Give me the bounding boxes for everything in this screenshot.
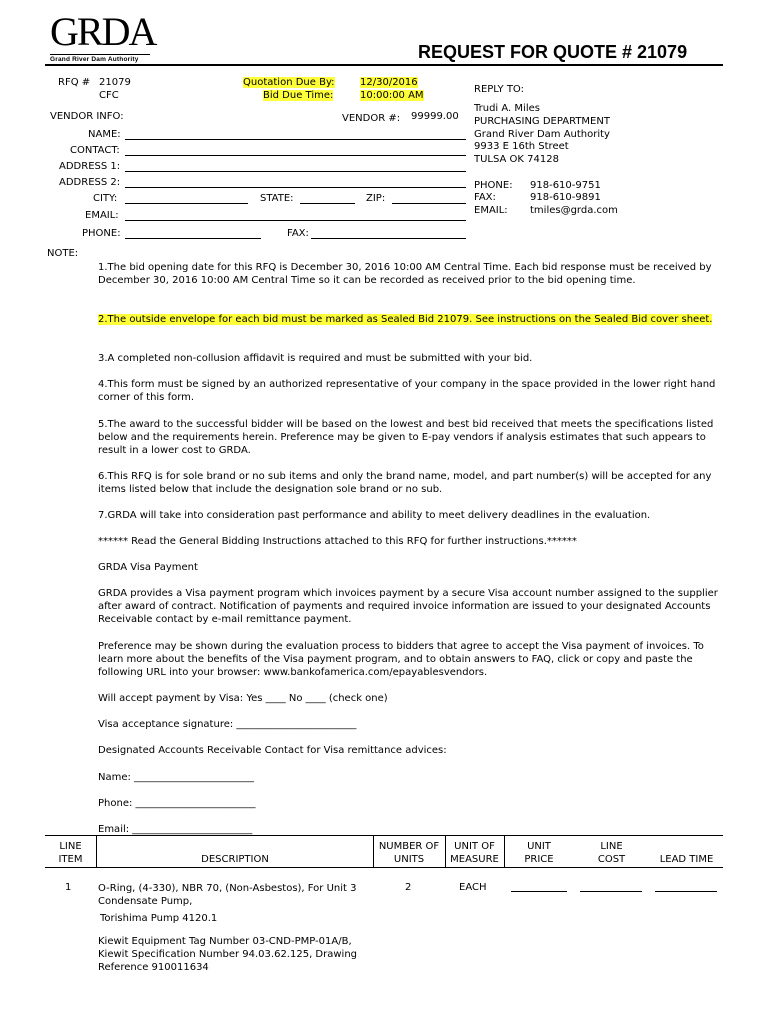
row-unit-price-field[interactable] — [511, 891, 567, 892]
th-number-of-units: NUMBER OF UNITS — [378, 841, 440, 865]
contact-label: CONTACT: — [70, 145, 120, 156]
note-8: ****** Read the General Bidding Instructions attached to this RFQ for further instructions.****** — [98, 536, 577, 547]
row-line-cost-field[interactable] — [580, 891, 642, 892]
reply-phone: 918-610-9751 — [530, 180, 601, 191]
note-3: 3.A completed non-collusion affidavit is required and must be submitted with your bid. — [98, 353, 533, 364]
visa-title: GRDA Visa Payment — [98, 562, 198, 573]
th-unit-of-measure: UNIT OF MEASURE — [450, 841, 499, 865]
fax-label: FAX: — [287, 228, 309, 239]
email-field[interactable] — [125, 220, 466, 221]
state-field[interactable] — [300, 203, 355, 204]
reply-to-label: REPLY TO: — [474, 84, 524, 95]
reply-fax-label: FAX: — [474, 192, 496, 203]
page-title: REQUEST FOR QUOTE # 21079 — [418, 42, 688, 62]
zip-label: ZIP: — [366, 193, 386, 204]
th-lead-time: LEAD TIME — [659, 854, 714, 865]
vendor-number-label: VENDOR #: — [342, 113, 401, 124]
zip-field[interactable] — [392, 203, 466, 204]
address2-field[interactable] — [125, 187, 466, 188]
bid-due-label: Bid Due Time: — [263, 90, 334, 101]
reply-email[interactable]: tmiles@grda.com — [530, 205, 618, 216]
address1-field[interactable] — [125, 171, 466, 172]
note-5: 5.The award to the successful bidder will be based on the lowest and best bid received that meets the specifications listed below and the requirements herein. Preference may be given to E-pay vendors if analysis estimates that such appears to result in a lower cost to GRDA. — [98, 419, 714, 456]
bid-due-value: 10:00:00 AM — [360, 90, 424, 101]
visa-contact-heading: Designated Accounts Receivable Contact for Visa remittance advices: — [98, 745, 447, 756]
reply-fax: 918-610-9891 — [530, 192, 601, 203]
note-label: NOTE: — [47, 248, 79, 259]
note-4: 4.This form must be signed by an authorized representative of your company in the space provided in the lower right hand corner of this form. — [98, 379, 716, 403]
quotation-due-value: 12/30/2016 — [360, 77, 418, 88]
logo-underline — [50, 54, 150, 55]
th-line-cost: LINE COST — [597, 841, 626, 865]
row-lead-time-field[interactable] — [655, 891, 717, 892]
phone-label: PHONE: — [82, 228, 121, 239]
reply-phone-label: PHONE: — [474, 180, 513, 191]
reply-email-label: EMAIL: — [474, 205, 508, 216]
row-units: 2 — [405, 882, 412, 893]
row-item-number: 1 — [65, 882, 72, 893]
visa-contact-phone[interactable]: Phone: ________________________ — [98, 798, 256, 809]
rfq-number: 21079 — [99, 77, 131, 88]
rfq-label: RFQ # — [58, 77, 91, 88]
note-7: 7.GRDA will take into consideration past performance and ability to meet delivery deadlines in the evaluation. — [98, 510, 651, 521]
reply-line: TULSA OK 74128 — [474, 154, 559, 166]
table-header-border — [45, 867, 723, 868]
visa-signature[interactable]: Visa acceptance signature: ________________________ — [98, 719, 357, 730]
state-label: STATE: — [260, 193, 294, 204]
fax-field[interactable] — [311, 238, 466, 239]
note-1: 1.The bid opening date for this RFQ is December 30, 2016 10:00 AM Central Time. Each bid response must be received by December 30, 2016 10:00 AM Central Time so it can be recorded as received prior to the bid opening time. — [98, 262, 712, 286]
reply-line: 9933 E 16th Street — [474, 141, 569, 153]
th-line-item: LINE ITEM — [58, 841, 83, 865]
city-label: CITY: — [93, 193, 118, 204]
note-2-highlight: 2.The outside envelope for each bid must be marked as Sealed Bid 21079. See instructions on the Sealed Bid cover sheet. — [98, 314, 713, 325]
name-field[interactable] — [125, 139, 466, 140]
name-label: NAME: — [88, 129, 121, 140]
visa-paragraph-1: GRDA provides a Visa payment program which invoices payment by a secure Visa account number assigned to the supplier after award of contract. Notification of payments and required invoice information are issued to your designated Accounts Receivable contact by e-mail remittance payment. — [98, 588, 718, 625]
reply-to-address — [474, 103, 610, 167]
phone-field[interactable] — [125, 238, 261, 239]
address1-label: ADDRESS 1: — [59, 161, 121, 172]
row-description: O-Ring, (4-330), NBR 70, (Non-Asbestos), For Unit 3 Condensate Pump, Torishima Pump 4120.1 Kiewit Equipment Tag Number 03-CND-PMP-01A/B, Kiewit Specification Number 94.03.62.125, Drawing Reference 910011634 — [98, 883, 358, 973]
reply-line: PURCHASING DEPARTMENT — [474, 115, 610, 127]
note-2 — [98, 313, 718, 326]
visa-contact-email[interactable]: Email: ________________________ — [98, 824, 253, 835]
header-divider — [45, 64, 723, 66]
reply-line: Grand River Dam Authority — [474, 128, 610, 140]
city-field[interactable] — [125, 203, 248, 204]
grda-logo: GRDA — [50, 9, 156, 54]
quotation-due-label: Quotation Due By: — [243, 77, 335, 88]
table-top-border — [45, 835, 723, 836]
rfq-code: CFC — [99, 90, 119, 101]
visa-paragraph-2: Preference may be shown during the evaluation process to bidders that agree to accept the Visa payment of invoices. To learn more about the benefits of the Visa payment program, and to obtain answers to FAQ, click or copy and paste the following URL into your browser: www.bankofamerica.com/epayablesvendors. — [98, 641, 704, 678]
contact-field[interactable] — [125, 155, 466, 156]
logo-subtitle: Grand River Dam Authority — [50, 56, 139, 63]
visa-accept[interactable]: Will accept payment by Visa: Yes ____ No ____ (check one) — [98, 693, 388, 704]
address2-label: ADDRESS 2: — [59, 177, 121, 188]
visa-contact-name[interactable]: Name: ________________________ — [98, 772, 255, 783]
vendor-info-label: VENDOR INFO: — [50, 111, 124, 122]
reply-line: Trudi A. Miles — [474, 103, 540, 114]
th-description: DESCRIPTION — [201, 854, 269, 865]
row-measure: EACH — [459, 882, 487, 893]
email-label: EMAIL: — [85, 210, 119, 221]
th-unit-price: UNIT PRICE — [524, 841, 554, 865]
note-6: 6.This RFQ is for sole brand or no sub items and only the brand name, model, and part number(s) will be accepted for any items listed below that include the designation sole brand or no sub. — [98, 471, 712, 495]
vendor-number-value: 99999.00 — [411, 111, 459, 122]
